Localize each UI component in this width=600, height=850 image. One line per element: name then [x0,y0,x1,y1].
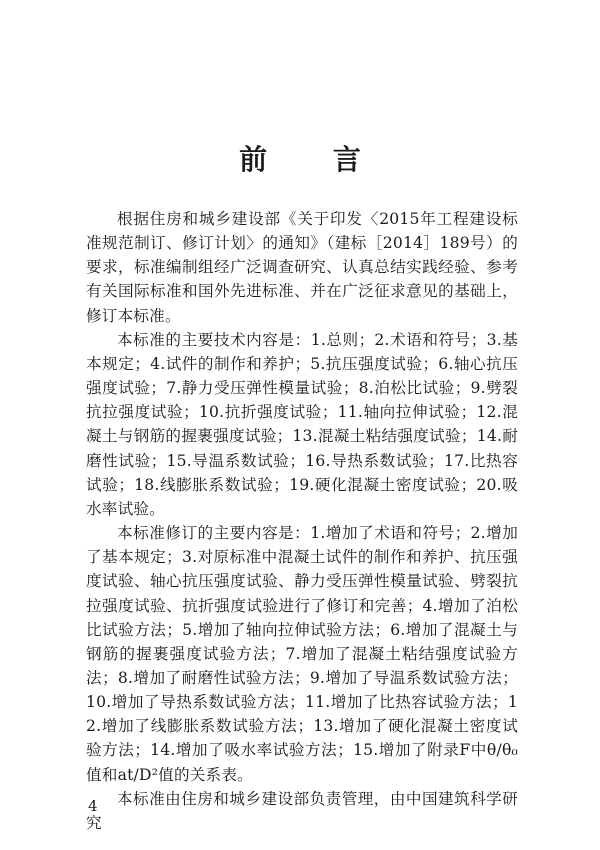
paragraph-technical-content: 本标准的主要技术内容是：1.总则；2.术语和符号；3.基本规定；4.试件的制作和养护；5.抗压强度试验；6.轴心抗压强度试验；7.静力受压弹性模量试验；8.泊松比试验；9.劈裂抗拉强度试验；10.抗折强度试验；11.轴向拉伸试验；12.混凝土与钢筋的握裹强度试验；13.混凝土粘结强度试验；14.耐磨性试验；15.导温系数试验；16.导热系数试验；17.比热容试验；18.线膨胀系数试验；19.硬化混凝土密度试验；20.吸水率试验。 [86,330,518,518]
page-number: 4 [88,797,98,815]
paragraph-management: 本标准由住房和城乡建设部负责管理，由中国建筑科学研究 [86,789,518,832]
page-title: 前 言 [239,143,389,176]
paragraph-background: 根据住房和城乡建设部《关于印发〈2015年工程建设标准规范制订、修订计划〉的通知》（建标［2014］189号）的要求，标准编制组经广泛调查研究、认真总结实践经验、参考有关国际标准和国外先进标准、并在广泛征求意见的基础上，修订本标准。 [86,210,518,325]
body-text [86,207,518,835]
paragraph-revision-content: 本标准修订的主要内容是：1.增加了术语和符号；2.增加了基本规定；3.对原标准中混凝土试件的制作和养护、抗压强度试验、轴心抗压强度试验、静力受压弹性模量试验、劈裂抗拉强度试验、抗折强度试验进行了修订和完善；4.增加了泊松比试验方法；5.增加了轴向拉伸试验方法；6.增加了混凝土与钢筋的握裹强度试验方法；7.增加了混凝土粘结强度试验方法；8.增加了耐磨性试验方法；9.增加了导温系数试验方法；10.增加了导热系数试验方法；11.增加了比热容试验方法；12.增加了线膨胀系数试验方法；13.增加了硬化混凝土密度试验方法；14.增加了吸水率试验方法；15.增加了附录F中θ/θ₀值和at/D²值的关系表。 [86,524,518,784]
